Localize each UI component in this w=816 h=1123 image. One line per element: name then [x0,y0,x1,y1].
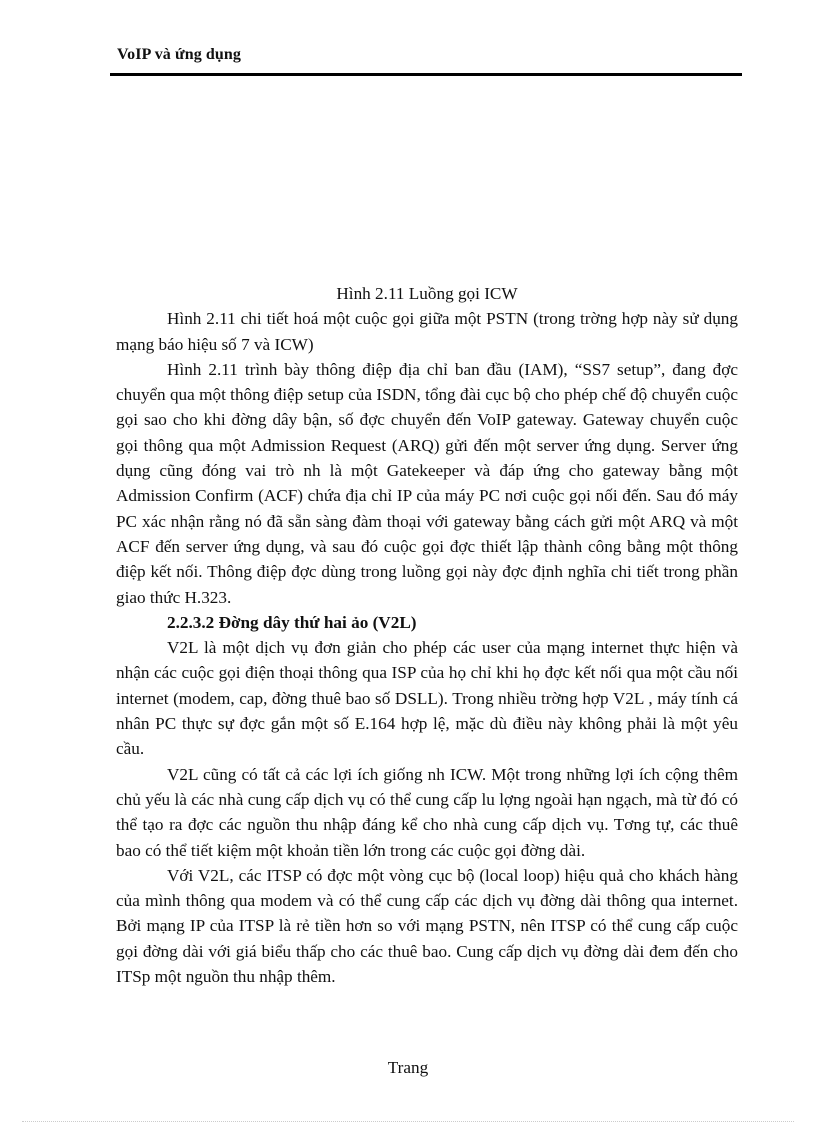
paragraph: V2L là một dịch vụ đơn giản cho phép các user của mạng internet thực hiện và nhận các cuộc gọi điện thoại thông qua ISP của họ chỉ khi họ đợc kết nối qua một cầu nối internet (modem, cap, đờng thuê bao số DSLL). Trong nhiều trờng hợp V2L , máy tính cá nhân PC thực sự đợc gắn một số E.164 hợp lệ, mặc dù điều này không phải là một yêu cầu. [116,638,738,759]
header-rule [110,73,742,76]
page-bottom-border [22,1121,794,1122]
page-footer: Trang [387,1058,429,1077]
section-heading: 2.2.3.2 Đờng dây thứ hai ảo (V2L) [167,612,417,632]
running-header: VoIP và ứng dụng [117,46,241,63]
page-body [116,281,738,989]
paragraph: Với V2L, các ITSP có đợc một vòng cục bộ (local loop) hiệu quả cho khách hàng của mình thông qua modem và có thể cung cấp các dịch vụ đờng dài thông qua internet. Bởi mạng IP của ITSP là rẻ tiền hơn so với mạng PSTN, nên ITSP có thể cung cấp cuộc gọi đờng dài với giá biểu thấp cho các thuê bao. Cung cấp dịch vụ đờng dài đem đến cho ITSp một nguồn thu nhập thêm. [116,865,738,987]
paragraph: V2L cũng có tất cả các lợi ích giống nh ICW. Một trong những lợi ích cộng thêm chủ yếu là các nhà cung cấp dịch vụ có thể cung cấp lu lợng ngoài hạn ngạch, mà từ đó có thể tạo ra đợc các nguồn thu nhập đáng kể cho nhà cung cấp dịch vụ. Tơng tự, các thuê bao có thể tiết kiệm một khoản tiền lớn trong các cuộc gọi đờng dài. [116,764,738,860]
figure-caption: Hình 2.11 Luồng gọi ICW [336,284,518,303]
figure-placeholder [117,88,737,278]
paragraph: Hình 2.11 trình bày thông điệp địa chỉ ban đầu (IAM), “SS7 setup”, đang đợc chuyển qua một thông điệp setup của ISDN, tổng đài cục bộ cho phép chế độ chuyển cuộc gọi sao cho khi đờng dây bận, số đợc chuyển đến VoIP gateway. Gateway chuyển cuộc gọi thông qua một Admission Request (ARQ) gửi đến một server ứng dụng. Server ứng dụng cũng đóng vai trò nh là một Gatekeeper và đáp ứng cho gateway bằng một Admission Confirm (ACF) chứa địa chỉ IP của máy PC nơi cuộc gọi nối đến. Sau đó máy PC xác nhận rằng nó đã sẵn sàng đàm thoại với gateway bằng cách gửi một ARQ và một ACF đến server ứng dụng, và sau đó cuộc gọi đợc thiết lập thành công bằng một thông điệp kết nối. Thông điệp đợc dùng trong luồng gọi này đợc định nghĩa chi tiết trong phần giao thức H.323. [116,359,738,607]
paragraph: Hình 2.11 chi tiết hoá một cuộc gọi giữa một PSTN (trong trờng hợp này sử dụng mạng báo hiệu số 7 và ICW) [116,309,738,354]
